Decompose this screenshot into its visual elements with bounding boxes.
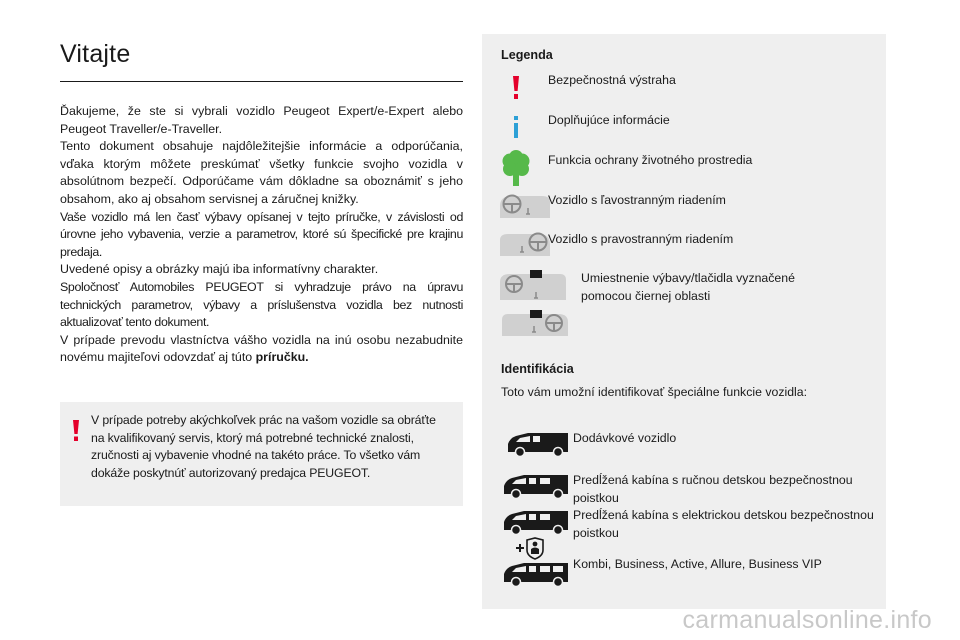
legend-panel [482, 34, 886, 609]
identification-item-label: Kombi, Business, Active, Allure, Business VIP [573, 557, 822, 571]
title-divider [60, 81, 463, 82]
legend-item-label: Bezpečnostná výstraha [548, 73, 676, 87]
legend-item-label: Doplňujúce informácie [548, 113, 670, 127]
watermark: carmanualsonline.info [682, 606, 932, 634]
exclamation-icon [512, 76, 520, 100]
warning-box [60, 402, 463, 506]
intro-paragraph: Tento dokument obsahuje najdôležitejšie informácie a odporúčania, vďaka ktorým môžete preskúmať všetky funkcie svojho vozidla v absolútnom bezpečí. Odporúčame vám dôkladne sa oboznámiť s jeho obsahom, ako aj obsahom servisnej a záručnej knižky. [60, 139, 463, 206]
info-icon [512, 116, 520, 138]
identification-item-label: Predĺžená kabína s elektrickou detskou bezpečnostnou poistkou [573, 508, 874, 540]
exclamation-icon [72, 420, 80, 442]
legend-item-label: Vozidlo s pravostranným riadením [548, 232, 734, 246]
identification-item-label: Predĺžená kabína s ručnou detskou bezpečnostnou poistkou [573, 473, 853, 505]
intro-paragraph: Spoločnosť Automobiles PEUGEOT si vyhradzuje právo na úpravu technických parametrov, výbavy a príslušenstva vozidla bez nutnosti aktualizovať tento dokument. [60, 279, 463, 330]
passenger-van-icon [502, 562, 570, 588]
tree-icon [502, 150, 530, 186]
identification-heading: Identifikácia [501, 362, 574, 376]
intro-paragraph-last [60, 332, 463, 367]
last-paragraph-bold: príručku. [255, 350, 309, 365]
intro-paragraph: Vaše vozidlo má len časť výbavy opísanej v tejto príručke, v závislosti od úrovne jeho vybavenia, verzie a parametrov, ktoré sú špecifické pre krajinu predaja. [60, 209, 463, 259]
legend-item-label: Vozidlo s ľavostranným riadením [548, 193, 726, 207]
intro-paragraph: Ďakujeme, že ste si vybrali vozidlo Peugeot Expert/e-Expert alebo Peugeot Traveller/e-Traveller. [60, 104, 463, 136]
legend-item-label: Funkcia ochrany životného prostredia [548, 153, 753, 167]
last-paragraph-text: V prípade prevodu vlastníctva vášho vozidla na inú osobu nezabudnite novému majiteľovi odovzdať aj túto [60, 332, 463, 365]
van-icon [506, 432, 570, 458]
legend-item-label: Umiestnenie výbavy/tlačidla vyznačené pomocou čiernej oblasti [581, 271, 795, 303]
crew-cab-van-icon [502, 474, 570, 500]
legend-heading: Legenda [501, 48, 553, 62]
intro-paragraph: Uvedené opisy a obrázky majú iba informatívny charakter. [60, 262, 379, 277]
crew-cab-electric-lock-icon [502, 510, 570, 560]
left-hand-drive-icon [500, 194, 550, 218]
dashboard-location-icon [500, 270, 568, 338]
intro-column [60, 30, 463, 367]
identification-subtext: Toto vám umožní identifikovať špeciálne funkcie vozidla: [501, 385, 808, 399]
warning-text: V prípade potreby akýchkoľvek prác na vašom vozidle sa obráťte na kvalifikovaný servis, ktorý má potrebné technické znalosti, zručnosti aj vybavenie vhodné na takéto práce. To všetko vám dokáže poskytnúť autorizovaný predajca PEUGEOT. [91, 413, 436, 480]
identification-item-label: Dodávkové vozidlo [573, 431, 677, 445]
page-title: Vitajte [60, 40, 131, 68]
right-hand-drive-icon [500, 232, 550, 256]
intro-text [60, 103, 463, 367]
